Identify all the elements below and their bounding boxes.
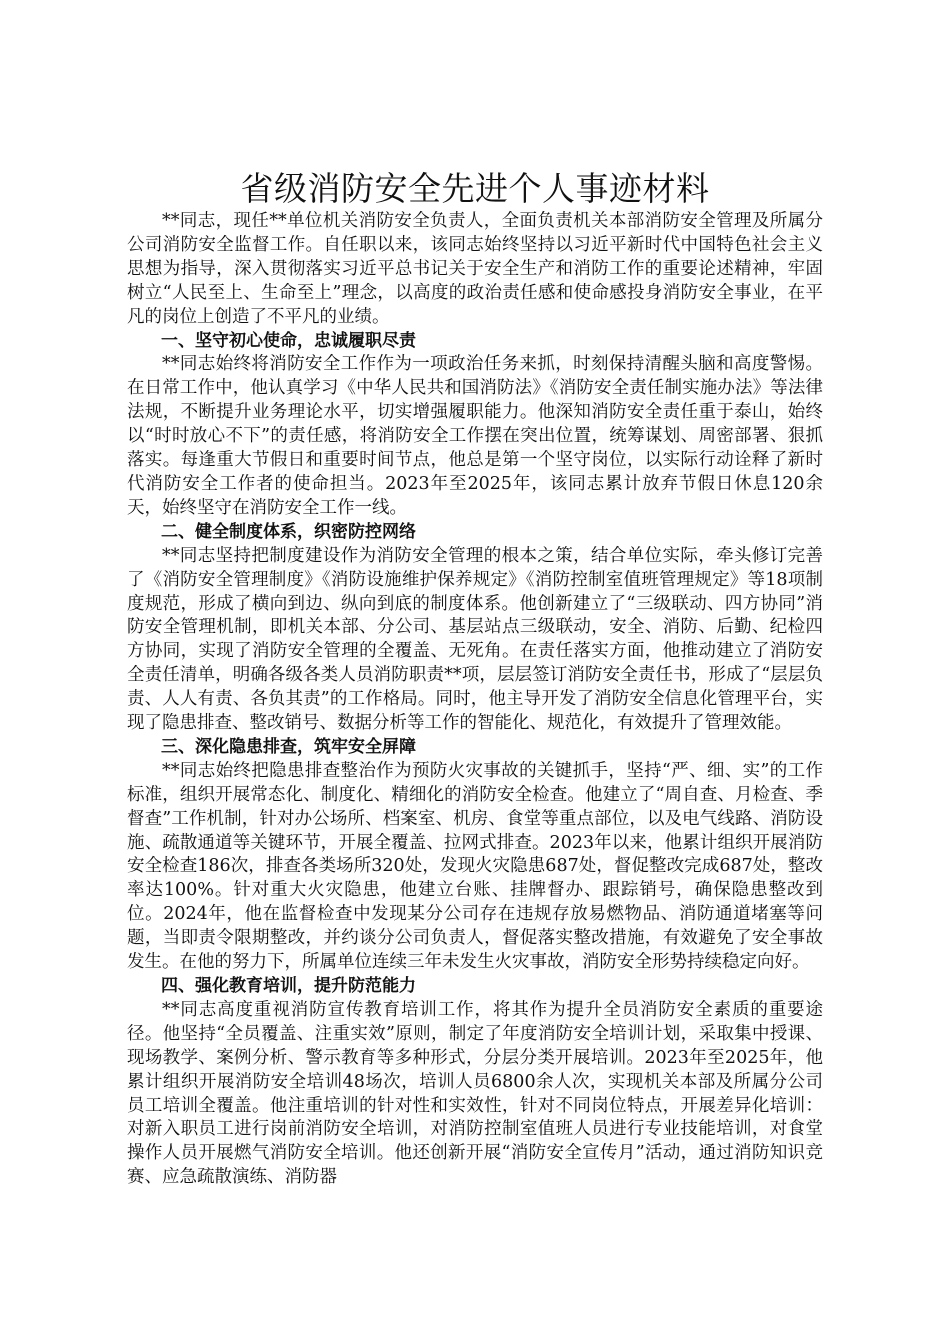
section-heading: 三、深化隐患排查，筑牢安全屏障 — [161, 736, 416, 757]
document-title: 省级消防安全先进个人事迹材料 — [240, 169, 710, 208]
section-2 — [127, 521, 823, 736]
section-paragraph: **同志高度重视消防宣传教育培训工作，将其作为提升全员消防安全素质的重要途径。他坚持“全员覆盖、注重实效”原则，制定了年度消防安全培训计划，采取集中授课、现场教学、案例分析、警示教育等多种形式，分层分类开展培训。2023年至2025年，他累计组织开展消防安全培训48场次，培训人员6800余人次，实现机关本部及所属分公司员工培训全覆盖。他注重培训的针对性和实效性，针对不同岗位特点，开展差异化培训：对新入职员工进行岗前消防安全培训，对消防控制室值班人员进行专业技能培训，对食堂操作人员开展燃气消防安全培训。他还创新开展“消防安全宣传月”活动，通过消防知识竞赛、应急疏散演练、消防器 — [127, 999, 823, 1188]
document-page — [127, 170, 823, 1190]
section-paragraph: **同志始终将消防安全工作作为一项政治任务来抓，时刻保持清醒头脑和高度警惕。在日常工作中，他认真学习《中华人民共和国消防法》《消防安全责任制实施办法》等法律法规，不断提升业务理论水平，切实增强履职能力。他深知消防安全责任重于泰山，始终以“时时放心不下”的责任感，将消防安全工作摆在突出位置，统筹谋划、周密部署、狠抓落实。每逢重大节假日和重要时间节点，他总是第一个坚守岗位，以实际行动诠释了新时代消防安全工作者的使命担当。2023年至2025年，该同志累计放弃节假日休息120余天，始终坚守在消防安全工作一线。 — [127, 354, 823, 518]
section-4 — [127, 975, 823, 1190]
section-paragraph: **同志坚持把制度建设作为消防安全管理的根本之策，结合单位实际，牵头修订完善了《消防安全管理制度》《消防设施维护保养规定》《消防控制室值班管理规定》等18项制度规范，形成了横向到边、纵向到底的制度体系。他创新建立了“三级联动、四方协同”消防安全管理机制，即机关本部、分公司、基层站点三级联动，安全、消防、后勤、纪检四方协同，实现了消防安全管理的全覆盖、无死角。在责任落实方面，他推动建立了消防安全责任清单，明确各级各类人员消防职责**项，层层签订消防安全责任书，形成了“层层负责、人人有责、各负其责”的工作格局。同时，他主导开发了消防安全信息化管理平台，实现了隐患排查、整改销号、数据分析等工作的智能化、规范化，有效提升了管理效能。 — [127, 545, 823, 734]
section-heading: 四、强化教育培训，提升防范能力 — [161, 976, 416, 996]
section-heading: 一、坚守初心使命，忠诚履职尽责 — [161, 330, 416, 351]
section-1 — [127, 330, 823, 521]
intro-paragraph: **同志，现任**单位机关消防安全负责人，全面负责机关本部消防安全管理及所属分公司消防安全监督工作。自任职以来，该同志始终坚持以习近平新时代中国特色社会主义思想为指导，深入贯彻落实习近平总书记关于安全生产和消防工作的重要论述精神，牢固树立“人民至上、生命至上”理念，以高度的政治责任感和使命感投身消防安全事业，在平凡的岗位上创造了不平凡的业绩。 — [127, 211, 823, 327]
section-heading: 二、健全制度体系，织密防控网络 — [161, 521, 416, 542]
section-3 — [127, 736, 823, 975]
section-paragraph: **同志始终把隐患排查整治作为预防火灾事故的关键抓手，坚持“严、细、实”的工作标准，组织开展常态化、制度化、精细化的消防安全检查。他建立了“周自查、月检查、季督查”工作机制，针对办公场所、档案室、机房、食堂等重点部位，以及电气线路、消防设施、疏散通道等关键环节，开展全覆盖、拉网式排查。2023年以来，他累计组织开展消防安全检查186次，排查各类场所320处，发现火灾隐患687处，督促整改完成687处，整改率达100%。针对重大火灾隐患，他建立台账、挂牌督办、跟踪销号，确保隐患整改到位。2024年，他在监督检查中发现某分公司存在违规存放易燃物品、消防通道堵塞等问题，当即责令限期整改，并约谈分公司负责人，督促落实整改措施，有效避免了安全事故发生。在他的努力下，所属单位连续三年未发生火灾事故，消防安全形势持续稳定向好。 — [127, 760, 823, 973]
